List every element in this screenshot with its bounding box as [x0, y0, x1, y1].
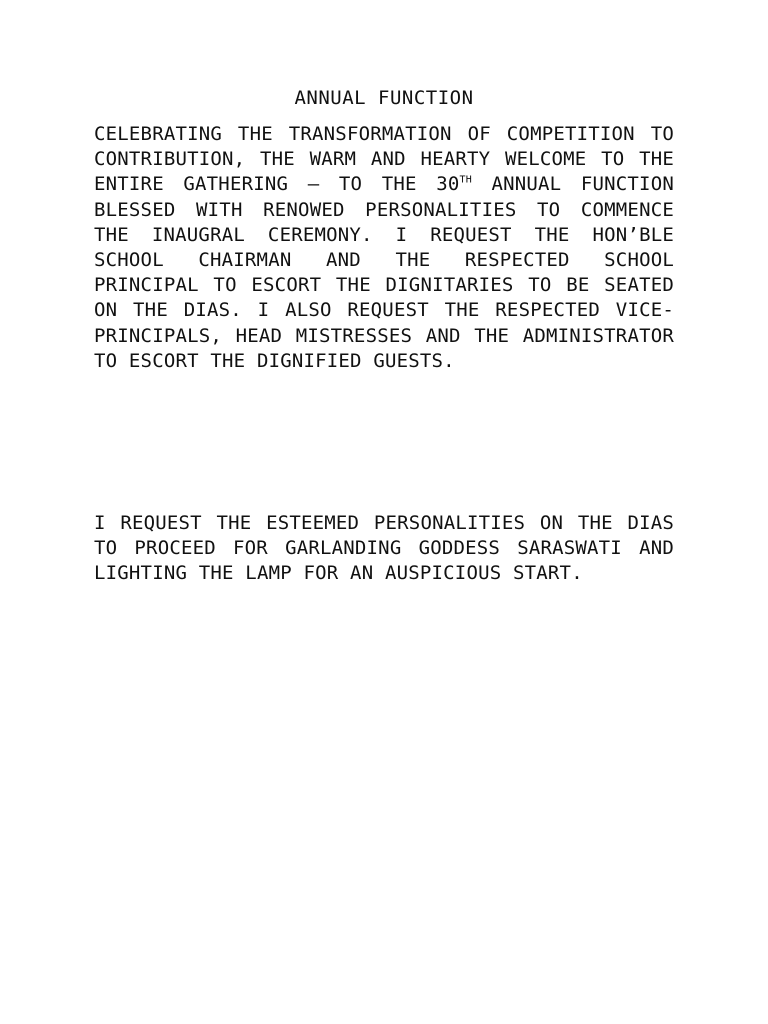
welcome-paragraph-text-a: CELEBRATING THE TRANSFORMATION OF COMPETITION TO CONTRIBUTION, THE WARM AND HEARTY WELCOME TO THE ENTIRE GATHERING – TO THE 30: [94, 123, 674, 196]
ordinal-superscript: TH: [459, 175, 472, 187]
document-title: ANNUAL FUNCTION: [294, 87, 474, 109]
lamp-lighting-paragraph: I REQUEST THE ESTEEMED PERSONALITIES ON THE DIAS TO PROCEED FOR GARLANDING GODDESS SARASWATI AND LIGHTING THE LAMP FOR AN AUSPICIOUS START.: [94, 512, 674, 585]
welcome-paragraph-text-b: ANNUAL FUNCTION BLESSED WITH RENOWED PERSONALITIES TO COMMENCE THE INAUGRAL CEREMONY. I REQUEST THE HON’BLE SCHOOL CHAIRMAN AND THE RESPECTED SCHOOL PRINCIPAL TO ESCORT THE DIGNITARIES TO BE SEATED ON THE DIAS. I ALSO REQUEST THE RESPECTED VICE-PRINCIPALS, HEAD MISTRESSES AND THE ADMINISTRATOR TO ESCORT THE DIGNIFIED GUESTS.: [94, 173, 674, 372]
welcome-paragraph: [94, 122, 674, 374]
